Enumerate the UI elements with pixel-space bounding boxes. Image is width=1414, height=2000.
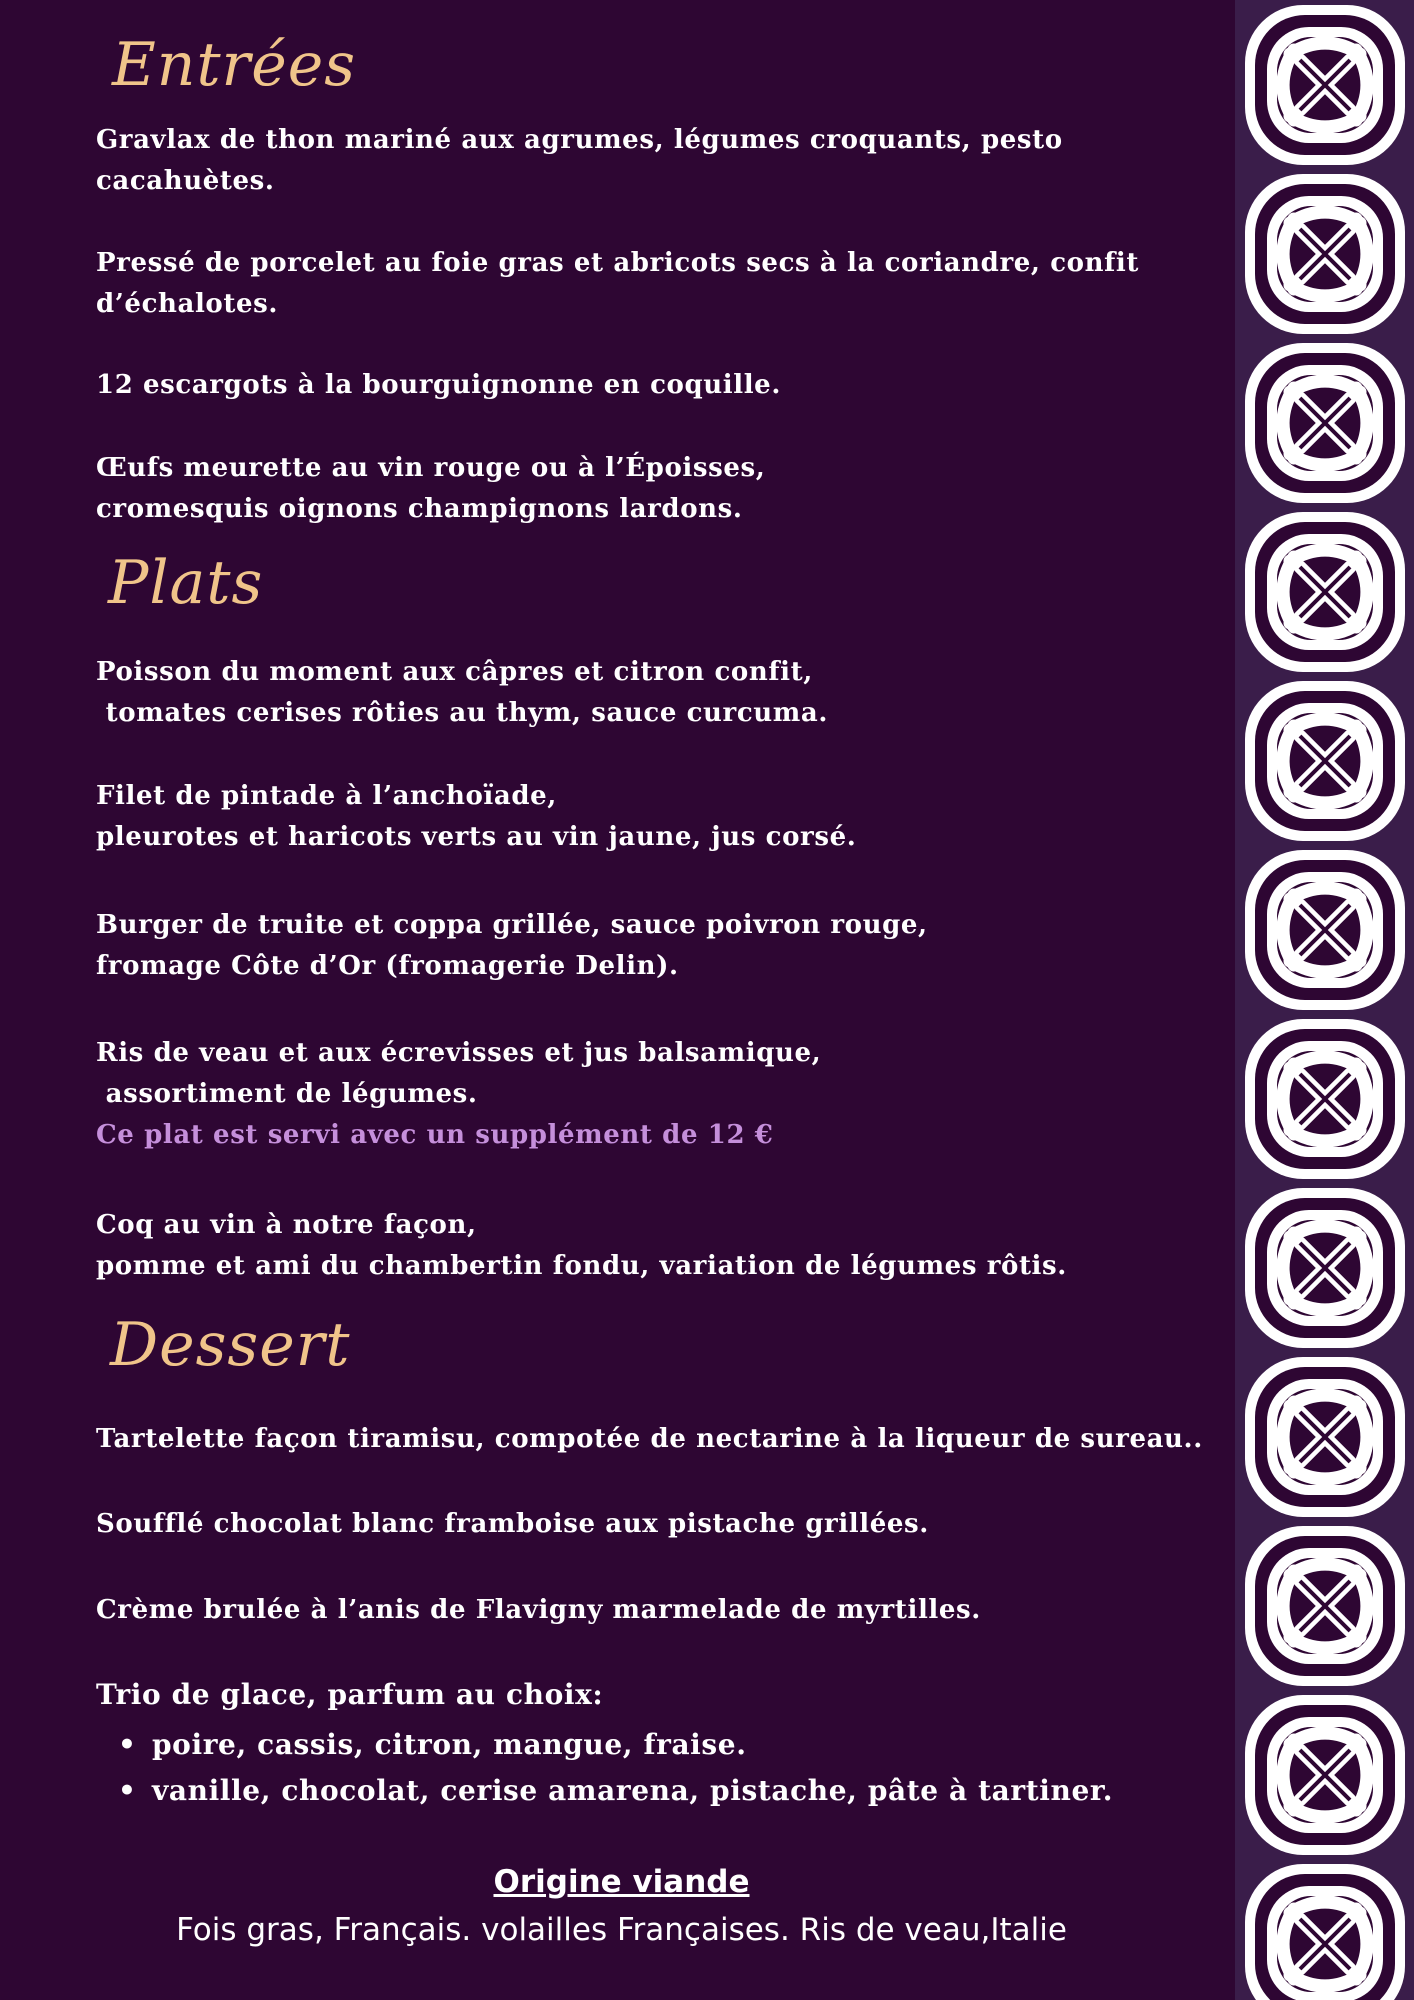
origin-title: Origine viande — [493, 1864, 750, 1900]
section-title-plats: Plats — [108, 548, 264, 618]
celtic-knot-icon — [1242, 509, 1408, 675]
list-item: • poire, cassis, citron, mangue, fraise. — [96, 1722, 1113, 1768]
menu-item: Ris de veau et aux écrevisses et jus balsamique, assortiment de légumes. Ce plat est servi avec un supplément de 12 € — [96, 1033, 1206, 1156]
celtic-knot-icon — [1242, 1861, 1408, 2000]
celtic-knot-icon — [1242, 1523, 1408, 1689]
supplement-note: Ce plat est servi avec un supplément de 12 € — [96, 1120, 774, 1150]
celtic-knot-icon — [1242, 1354, 1408, 1520]
flavor-list — [96, 1722, 1113, 1814]
list-item: • vanille, chocolat, cerise amarena, pistache, pâte à tartiner. — [96, 1768, 1113, 1814]
section-title-dessert: Dessert — [110, 1310, 351, 1380]
bullet-icon: • — [118, 1728, 137, 1761]
menu-item: Œufs meurette au vin rouge ou à l’Époisses, cromesquis oignons champignons lardons. — [96, 453, 766, 524]
celtic-knot-icon — [1242, 1016, 1408, 1182]
menu-item: Coq au vin à notre façon, pomme et ami du chambertin fondu, variation de légumes rôtis. — [96, 1210, 1067, 1281]
menu-item: Crème brulée à l’anis de Flavigny marmelade de myrtilles. — [96, 1595, 981, 1625]
menu-item: Pressé de porcelet au foie gras et abricots secs à la coriandre, confit d’échalotes. — [96, 248, 1139, 319]
menu-item: Tartelette façon tiramisu, compotée de nectarine à la liqueur de sureau.. — [96, 1424, 1203, 1454]
ice-cream-trio-heading: Trio de glace, parfum au choix: — [96, 1678, 604, 1711]
celtic-knot-icon — [1242, 171, 1408, 337]
origin-text: Fois gras, Français. volailles Françaises. Ris de veau,Italie — [176, 1912, 1067, 1948]
celtic-knot-icon — [1242, 340, 1408, 506]
menu-item: 12 escargots à la bourguignonne en coquille. — [96, 370, 781, 400]
celtic-knot-icon — [1242, 847, 1408, 1013]
menu-item: Filet de pintade à l’anchoïade, pleurotes et haricots verts au vin jaune, jus corsé. — [96, 781, 857, 852]
section-title-entrees: Entrées — [112, 30, 357, 100]
celtic-knot-icon — [1242, 2, 1408, 168]
menu-item: Burger de truite et coppa grillée, sauce poivron rouge, fromage Côte d’Or (fromagerie Delin). — [96, 910, 928, 981]
celtic-knot-icon — [1242, 1692, 1408, 1858]
burger-bold-word: Burger — [96, 910, 203, 940]
menu-item: Gravlax de thon mariné aux agrumes, légumes croquants, pesto cacahuètes. — [96, 125, 1063, 196]
decorative-border — [1235, 0, 1414, 2000]
menu-item: Poisson du moment aux câpres et citron confit, tomates cerises rôties au thym, sauce curcuma. — [96, 657, 829, 728]
menu-item: Soufflé chocolat blanc framboise aux pistache grillées. — [96, 1509, 929, 1539]
celtic-knot-icon — [1242, 1185, 1408, 1351]
celtic-knot-icon — [1242, 678, 1408, 844]
bullet-icon: • — [118, 1774, 137, 1807]
